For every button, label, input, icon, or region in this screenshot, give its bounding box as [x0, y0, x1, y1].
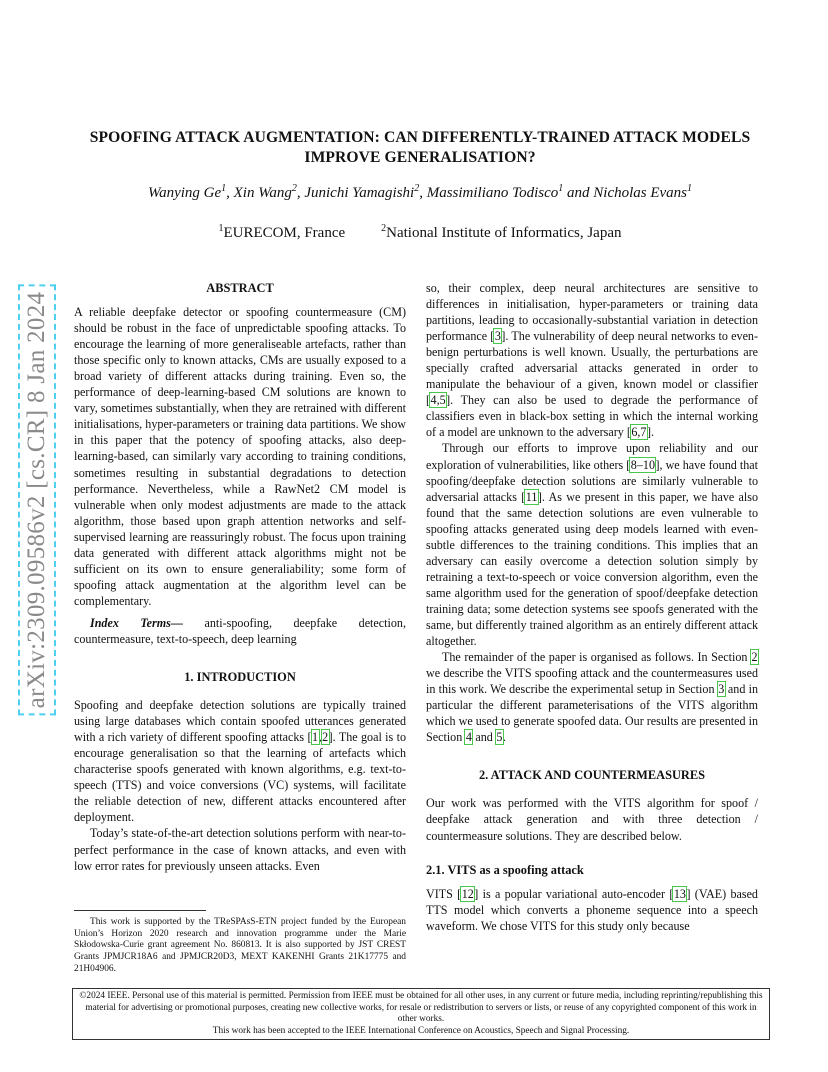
citation-link[interactable]: 11 — [525, 489, 538, 504]
citation-link[interactable]: 2 — [751, 650, 758, 665]
affiliation-name: EURECOM, France — [223, 225, 346, 241]
affiliation-name: National Institute of Informatics, Japan — [386, 225, 622, 241]
affiliation-list — [70, 225, 770, 242]
abstract-text: A reliable deepfake detector or spoofing countermeasure (CM) should be robust in the face of unpredictable spoofing attacks. To encourage the learning of more generaliseable artefacts, rather than those specific only to known attacks, CMs are usually exposed to a broad variety of different attacks during training. Even so, the performance of deep-learning-based CM solutions are known to vary, sometimes substantially, when they are retrained with different initialisations, hyper-parameters or training data partitions. We show in this paper that the potency of spoofing attacks, also deep-learning-based, can similarly vary according to training conditions, sometimes resulting in substantial degradations to detection performance. Nevertheless, while a RawNet2 CM model is vulnerable when only modest adjustments are made to the attack algorithm, those based upon graph attention networks and self-supervised learning are reassuringly robust. The focus upon training data generated with different attack algorithms might not be sufficient on its own to ensure generaliability; some form of spoofing attack augmentation at the algorithm level can be complementary. — [74, 305, 406, 608]
footnote-rule — [74, 910, 206, 911]
section-1-heading: 1. INTRODUCTION — [184, 670, 296, 685]
affiliation-marker: 1 — [687, 183, 693, 194]
section-2-heading: 2. ATTACK AND COUNTERMEASURES — [478, 768, 706, 783]
affiliation-marker: 1 — [558, 183, 564, 194]
intro-paragraph-5: The remainder of the paper is organised as follows. In Section 2 we describe the VITS spoofing attack and the countermeasures used in this work. We describe the experimental setup in Section 3 and in particular the different parameterisations of the VITS algorithm which we used to generate spoofed data. Our results are presented in Section 4 and 5. — [426, 650, 758, 745]
author-name: Massimiliano Todisco — [426, 185, 559, 201]
author-name: Wanying Ge — [147, 185, 222, 201]
copyright-notice — [72, 988, 770, 1040]
author-name: Junichi Yamagishi — [304, 185, 415, 201]
intro-paragraph-2: Today’s state-of-the-art detection solutions perform with near-to-perfect performance in the case of known attacks, and even with low error rates for previously unseen attacks. Even — [74, 826, 406, 873]
author-name: Nicholas Evans — [593, 185, 688, 201]
citation-link[interactable]: 1 — [312, 730, 319, 745]
left-column — [74, 280, 406, 874]
arxiv-id-text[interactable]: arXiv:2309.09586v2 [cs.CR] 8 Jan 2024 — [23, 291, 50, 709]
citation-link[interactable]: 8–10 — [630, 457, 655, 472]
citation-link[interactable]: 2 — [322, 730, 329, 745]
author-name: Xin Wang — [233, 185, 292, 201]
index-terms — [74, 615, 406, 647]
affiliation-marker: 1 — [221, 183, 227, 194]
arxiv-identifier[interactable] — [22, 270, 52, 730]
abstract-heading: ABSTRACT — [206, 281, 274, 295]
affiliation-marker: 2 — [291, 183, 297, 194]
affiliation-marker: 2 — [414, 183, 420, 194]
acceptance-text: This work has been accepted to the IEEE International Conference on Acoustics, Speech and Signal Processing. — [212, 1025, 630, 1036]
citation-link[interactable]: 4 — [465, 730, 472, 745]
copyright-text: ©2024 IEEE. Personal use of this material is permitted. Permission from IEEE must be obtained for all other uses, in any current or future media, including reprinting/republishing this material for advertising or promotional purposes, creating new collective works, for resale or redistribution to servers or lists, or reuse of any copyrighted component of this work in other works. — [79, 991, 763, 1025]
funding-footnote: This work is supported by the TReSPAsS-ETN project funded by the European Union’s Horizon 2020 research and innovation programme under the Marie Skłodowska-Curie grant agreement No. 860813. It is also supported by JST CREST Grants JPMJCR18A6 and JPMJCR20D3, MEXT KAKENHI Grants 21K17775 and 21H04906. — [74, 917, 406, 974]
section-2-1-heading: 2.1. VITS as a spoofing attack — [426, 862, 584, 877]
index-terms-label: Index Terms— — [90, 615, 183, 630]
citation-link[interactable]: 5 — [496, 730, 503, 745]
affiliation-marker: 2 — [381, 223, 387, 234]
right-column — [426, 280, 758, 934]
citation-link[interactable]: 4,5 — [430, 393, 446, 408]
index-terms-text: anti-spoofing, deepfake detection, countermeasure, text-to-speech, deep learning — [74, 615, 406, 646]
paper-title: SPOOFING ATTACK AUGMENTATION: CAN DIFFERENTLY-TRAINED ATTACK MODELS IMPROVE GENERALISATION? — [89, 129, 751, 166]
affiliation-marker: 1 — [218, 223, 224, 234]
intro-paragraph-4: Through our efforts to improve upon reliability and our exploration of vulnerabilities, like others [8–10], we have found that spoofing/deepfake detection solutions are similarly vulnerable to adversarial attacks [11]. As we present in this paper, we have also found that the same detection solutions are even vulnerable to spoofing attacks generated using deep models learned with even-subtle differences to the training conditions. This implies that an adversary can easily overcome a detection solution simply by retraining a text-to-speech or voice conversion algorithm, even the same algorithm used for the generation of spoof/deepfake detection training data; some detection systems see spoofs generated with the same, but differently trained algorithm as an entirely different attack altogether. — [426, 441, 759, 649]
section-2-paragraph: Our work was performed with the VITS algorithm for spoof / deepfake attack generation and with three detection / countermeasure solutions. They are described below. — [426, 796, 758, 843]
intro-paragraph-1: Spoofing and deepfake detection solutions are typically trained using large databases which contain spoofed utterances generated with a rich variety of different spoofing attacks [1,2]. The goal is to encourage generalisation so that the learning of artefacts which characterise spoofs generated with known algorithms, e.g. text-to-speech (TTS) and voice conversions (VC) systems, will facilitate the reliable detection of new, different attacks encountered after deployment. — [74, 698, 406, 825]
citation-link[interactable]: 6,7 — [631, 425, 647, 440]
author-list: Wanying Ge$^1$, Xin Wang$^2$, Junichi Yamagishi$^2$, Massimiliano Todisco$^1$ and Nicholas Evans$^1$ — [147, 183, 693, 201]
citation-link[interactable]: 12 — [461, 886, 474, 901]
citation-link[interactable]: 3 — [718, 682, 725, 697]
section-2-1-paragraph: VITS [12] is a popular variational auto-encoder [13] (VAE) based TTS model which converts a phoneme sequence into a speech waveform. We chose VITS for this study only because — [426, 886, 758, 933]
citation-link[interactable]: 13 — [673, 886, 686, 901]
intro-paragraph-3: so, their complex, deep neural architectures are sensitive to differences in initialisation, hyper-parameters or training data partitions, leading to occasionally-substantial variation in detection performance [3]. The vulnerability of deep neural networks to even-benign perturbations is well known. Usually, the perturbations are specially crafted adversarial attacks generated in order to manipulate the behaviour of a given, known model or classifier [4,5]. They can also be used to degrade the performance of classifiers even in black-box setting in which the internal working of a model are unknown to the adversary [6,7]. — [426, 281, 759, 440]
citation-link[interactable]: 3 — [494, 329, 501, 344]
